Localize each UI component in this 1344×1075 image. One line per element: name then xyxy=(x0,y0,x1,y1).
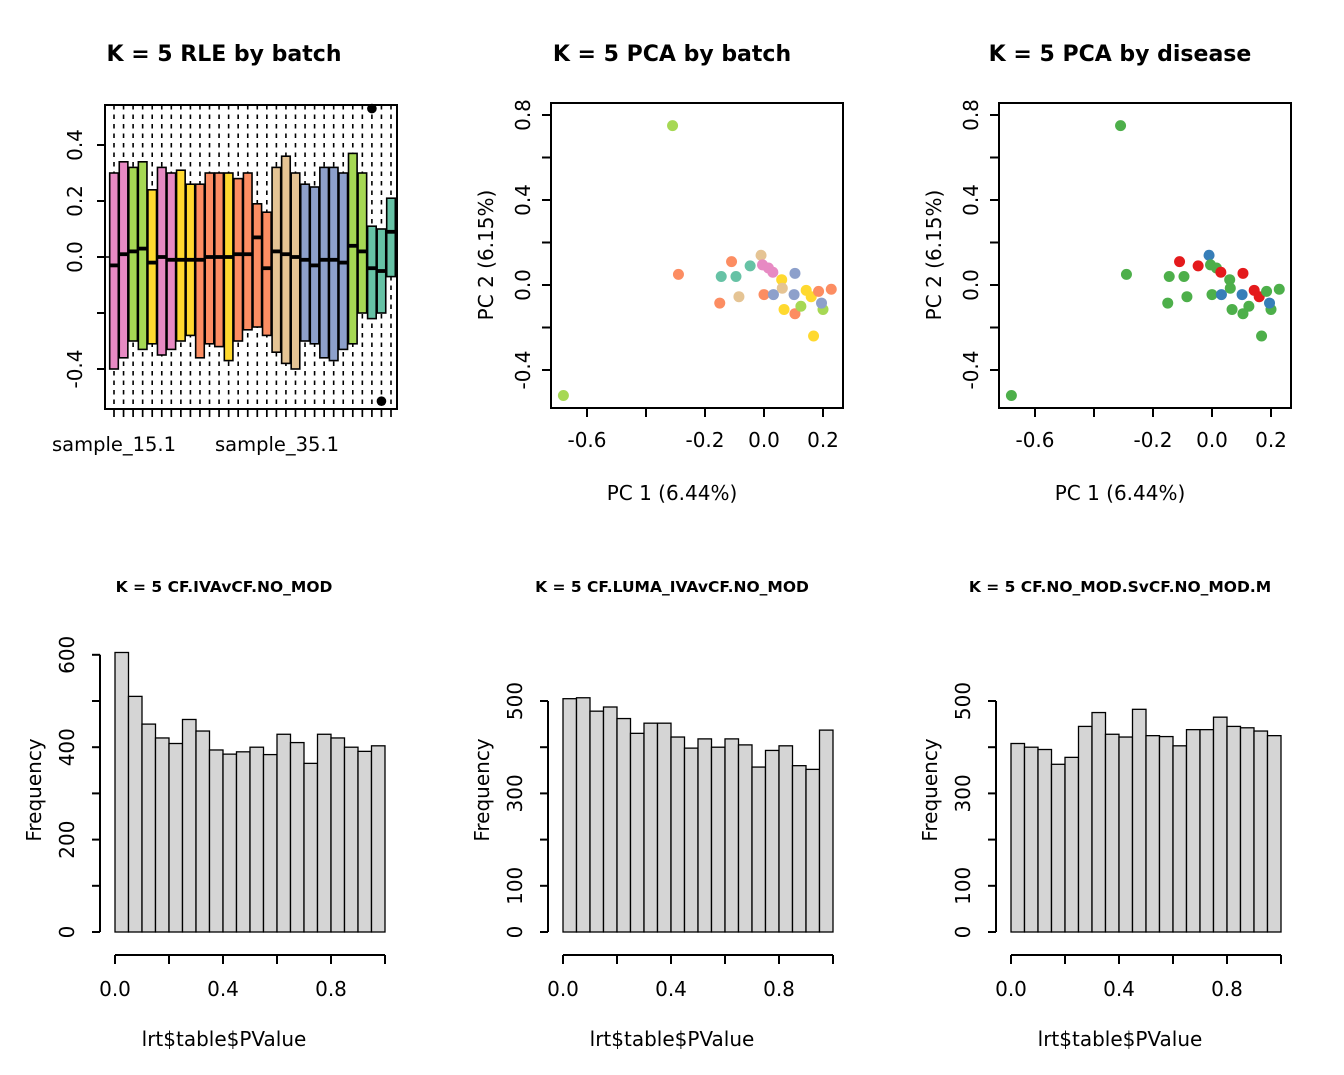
rle-median xyxy=(224,255,233,259)
histogram-bar xyxy=(277,734,291,932)
histogram-bar xyxy=(115,652,129,932)
pca-point xyxy=(1115,120,1126,131)
hist3-plot xyxy=(896,538,1344,1075)
y-tick-label: 0.0 xyxy=(511,269,535,301)
pca-disease-panel xyxy=(896,0,1344,538)
rle-box xyxy=(196,184,205,358)
histogram-bar xyxy=(712,747,726,932)
histogram-bar xyxy=(156,738,170,932)
histogram-bar xyxy=(1052,764,1066,932)
x-tick-label: 0.8 xyxy=(315,977,347,1001)
hist3-ylabel: Frequency xyxy=(918,738,942,842)
rle-box xyxy=(253,204,262,327)
y-tick-label: 500 xyxy=(503,681,527,721)
rle-box xyxy=(243,173,252,330)
pca-point xyxy=(789,289,800,300)
pca-point xyxy=(1181,291,1192,302)
pca-point xyxy=(816,298,827,309)
x-tick-label: 0.2 xyxy=(1255,428,1287,452)
x-tick-label: 0.4 xyxy=(655,977,687,1001)
rle-box xyxy=(148,190,157,344)
histogram-bar xyxy=(169,744,183,932)
pca-point xyxy=(1274,284,1285,295)
pca-point xyxy=(1264,298,1275,309)
pca-point xyxy=(767,267,778,278)
rle-plot xyxy=(0,0,448,538)
y-tick-label: 0 xyxy=(503,925,527,939)
rle-title: K = 5 RLE by batch xyxy=(106,42,342,67)
rle-median xyxy=(196,258,205,262)
histogram-bar xyxy=(331,738,345,932)
pca-point xyxy=(826,284,837,295)
rle-median xyxy=(186,258,195,262)
histogram-bar xyxy=(1227,726,1241,932)
y-tick-label: 0.0 xyxy=(959,269,983,301)
histogram-bar xyxy=(183,719,197,932)
rle-outlier-point xyxy=(377,396,387,406)
y-tick-label: 300 xyxy=(503,774,527,813)
histogram-bar xyxy=(577,698,591,932)
rle-median xyxy=(148,261,157,265)
pca-point xyxy=(1261,286,1272,297)
histogram-bar xyxy=(264,755,278,932)
pca-point xyxy=(759,289,770,300)
pca-point xyxy=(1237,289,1248,300)
rle-box xyxy=(129,167,138,341)
pca-disease-plot xyxy=(896,0,1344,538)
pca-point xyxy=(726,256,737,267)
x-tick-label: 0.0 xyxy=(1196,428,1228,452)
hist2-title: K = 5 CF.LUMA_IVAvCF.NO_MOD xyxy=(535,578,809,596)
rle-median xyxy=(272,250,281,254)
rle-median xyxy=(110,264,119,268)
histogram-bar xyxy=(698,739,712,932)
rle-box xyxy=(368,226,377,318)
y-tick-label: 0 xyxy=(951,925,975,939)
hist3-title: K = 5 CF.NO_MOD.SvCF.NO_MOD.M xyxy=(968,578,1272,596)
rle-box xyxy=(157,167,166,355)
x-tick-label: -0.6 xyxy=(567,428,607,452)
hist1-plot xyxy=(0,538,448,1075)
pca-batch-title: K = 5 PCA by batch xyxy=(552,42,792,67)
pca-point xyxy=(1243,301,1254,312)
histogram-bar xyxy=(1106,734,1120,932)
histogram-bar xyxy=(1133,709,1147,932)
rle-median xyxy=(157,255,166,259)
rle-median xyxy=(138,247,147,251)
histogram-bar xyxy=(237,752,251,932)
rle-median xyxy=(205,255,214,259)
pca-point xyxy=(1121,269,1132,280)
rle-box xyxy=(215,173,224,347)
hist3-panel xyxy=(896,538,1344,1075)
histogram-bar xyxy=(644,723,658,932)
rle-box xyxy=(387,198,396,276)
pca-disease-xlabel: PC 1 (6.44%) xyxy=(1054,481,1186,505)
histogram-bar xyxy=(1079,726,1093,932)
rle-box xyxy=(291,173,300,369)
rle-box xyxy=(138,162,147,350)
rle-median xyxy=(177,258,186,262)
histogram-bar xyxy=(196,731,210,932)
pca-point xyxy=(777,283,788,294)
rle-median xyxy=(167,258,176,262)
rle-median xyxy=(348,244,357,248)
rle-median xyxy=(215,255,224,259)
rle-x-tick-label-1: sample_15.1 xyxy=(51,433,177,456)
histogram-bar xyxy=(671,737,685,932)
pca-point xyxy=(1178,271,1189,282)
histogram-bar xyxy=(1065,757,1079,932)
rle-median xyxy=(234,252,243,256)
x-tick-label: 0.0 xyxy=(547,977,579,1001)
pca-point xyxy=(779,304,790,315)
rle-box xyxy=(119,162,128,358)
pca-point xyxy=(808,331,819,342)
pca-batch-xlabel: PC 1 (6.44%) xyxy=(606,481,738,505)
y-tick-label: 600 xyxy=(55,635,79,674)
histogram-bar xyxy=(223,754,237,932)
rle-x-tick-label-2: sample_35.1 xyxy=(214,433,340,456)
histogram-bar xyxy=(1200,730,1214,932)
pca-point xyxy=(1164,271,1175,282)
histogram-bar xyxy=(590,711,604,932)
histogram-bar xyxy=(372,746,386,932)
y-tick-label: 300 xyxy=(951,774,975,813)
histogram-bar xyxy=(304,763,318,932)
y-tick-label: 0.2 xyxy=(63,185,87,217)
y-tick-label: 0.0 xyxy=(63,241,87,273)
plot-border xyxy=(551,103,843,408)
pca-point xyxy=(558,390,569,401)
hist3-xlabel: lrt$table$PValue xyxy=(1037,1027,1203,1051)
histogram-bar xyxy=(291,743,305,932)
rle-median xyxy=(368,266,377,270)
histogram-bar xyxy=(1119,737,1133,932)
rle-median xyxy=(291,255,300,259)
rle-box xyxy=(358,173,367,313)
y-tick-label: -0.4 xyxy=(511,350,535,390)
histogram-bar xyxy=(752,767,766,932)
pca-batch-panel xyxy=(448,0,896,538)
pca-point xyxy=(1225,283,1236,294)
rle-median xyxy=(339,261,348,265)
rle-median xyxy=(301,258,310,262)
histogram-bar xyxy=(1214,717,1228,932)
pca-point xyxy=(1216,289,1227,300)
rle-box xyxy=(320,167,329,357)
pca-point xyxy=(789,268,800,279)
hist1-xlabel: lrt$table$PValue xyxy=(141,1027,307,1051)
hist2-xlabel: lrt$table$PValue xyxy=(589,1027,755,1051)
pca-point xyxy=(745,260,756,271)
x-tick-label: 0.0 xyxy=(99,977,131,1001)
pca-point xyxy=(716,271,727,282)
pca-point xyxy=(813,286,824,297)
pca-point xyxy=(795,301,806,312)
histogram-bar xyxy=(820,730,834,932)
rle-median xyxy=(263,266,272,270)
histogram-bar xyxy=(1268,736,1282,932)
rle-box xyxy=(224,173,233,361)
histogram-bar xyxy=(250,747,264,932)
y-tick-label: 200 xyxy=(55,820,79,859)
hist1-panel xyxy=(0,538,448,1075)
histogram-bar xyxy=(1187,730,1201,932)
rle-median xyxy=(282,252,291,256)
histogram-bar xyxy=(617,719,631,932)
y-tick-label: -0.4 xyxy=(959,350,983,390)
histogram-bar xyxy=(631,733,645,932)
pca-point xyxy=(1162,298,1173,309)
y-tick-label: 0.4 xyxy=(959,184,983,216)
pca-point xyxy=(1193,260,1204,271)
rle-median xyxy=(119,252,128,256)
hist2-panel xyxy=(448,538,896,1075)
histogram-bar xyxy=(725,739,739,932)
histogram-bar xyxy=(739,745,753,932)
pca-point xyxy=(768,289,779,300)
pca-point xyxy=(1237,268,1248,279)
y-tick-label: 400 xyxy=(55,728,79,767)
histogram-bar xyxy=(779,746,793,932)
hist1-title: K = 5 CF.IVAvCF.NO_MOD xyxy=(115,578,333,596)
pca-point xyxy=(1215,267,1226,278)
x-tick-label: 0.0 xyxy=(748,428,780,452)
x-tick-label: -0.2 xyxy=(685,428,725,452)
hist2-plot xyxy=(448,538,896,1075)
x-tick-label: -0.2 xyxy=(1133,428,1173,452)
pca-point xyxy=(714,298,725,309)
rle-median xyxy=(358,250,367,254)
pca-disease-title: K = 5 PCA by disease xyxy=(988,42,1252,67)
pca-point xyxy=(1204,250,1215,261)
rle-plot-panel xyxy=(0,0,448,538)
pca-point xyxy=(733,291,744,302)
y-tick-label: 0.8 xyxy=(959,99,983,131)
histogram-bar xyxy=(1025,747,1039,932)
x-tick-label: -0.6 xyxy=(1015,428,1055,452)
plot-border xyxy=(999,103,1291,408)
histogram-bar xyxy=(318,734,332,932)
pca-point xyxy=(1227,304,1238,315)
y-tick-label: 100 xyxy=(951,866,975,905)
rle-median xyxy=(310,264,319,268)
histogram-bar xyxy=(793,766,807,932)
rle-median xyxy=(377,269,386,273)
pca-point xyxy=(756,250,767,261)
histogram-bar xyxy=(129,696,143,932)
y-tick-label: 0 xyxy=(55,925,79,939)
rle-box xyxy=(282,156,291,363)
rle-box xyxy=(329,167,338,360)
histogram-bar xyxy=(1160,737,1174,932)
y-tick-label: 100 xyxy=(503,866,527,905)
histogram-bar xyxy=(210,750,224,932)
histogram-bar xyxy=(1092,713,1106,932)
rle-box xyxy=(263,212,272,335)
histogram-bar xyxy=(563,699,577,932)
pca-disease-ylabel: PC 2 (6.15%) xyxy=(922,189,946,321)
rle-median xyxy=(320,258,329,262)
histogram-bar xyxy=(1146,736,1160,932)
hist2-ylabel: Frequency xyxy=(470,738,494,842)
pca-point xyxy=(673,269,684,280)
pca-batch-plot xyxy=(448,0,896,538)
y-tick-label: 0.4 xyxy=(511,184,535,216)
histogram-bar xyxy=(345,747,359,932)
rle-median xyxy=(253,236,262,240)
pca-point xyxy=(1207,289,1218,300)
y-tick-label: 0.4 xyxy=(63,129,87,161)
histogram-bar xyxy=(358,751,372,932)
rle-median xyxy=(329,258,338,262)
pca-point xyxy=(1006,390,1017,401)
rle-box xyxy=(272,167,281,352)
x-tick-label: 0.0 xyxy=(995,977,1027,1001)
pca-point xyxy=(730,271,741,282)
rle-box xyxy=(301,184,310,341)
histogram-bar xyxy=(1173,746,1187,932)
x-tick-label: 0.4 xyxy=(207,977,239,1001)
rle-box xyxy=(177,170,186,341)
x-tick-label: 0.8 xyxy=(1211,977,1243,1001)
rle-median xyxy=(129,250,138,254)
y-tick-label: 500 xyxy=(951,681,975,721)
histogram-bar xyxy=(806,769,820,932)
y-tick-label: 0.8 xyxy=(511,99,535,131)
pca-point xyxy=(667,120,678,131)
pca-point xyxy=(1256,331,1267,342)
histogram-bar xyxy=(1011,744,1025,932)
histogram-bar xyxy=(142,724,156,932)
rle-box xyxy=(110,173,119,369)
histogram-bar xyxy=(1241,728,1255,932)
histogram-bar xyxy=(1038,750,1052,932)
histogram-bar xyxy=(1254,731,1268,932)
rle-box xyxy=(234,179,243,341)
histogram-bar xyxy=(685,748,699,932)
rle-box xyxy=(348,153,357,343)
pca-batch-ylabel: PC 2 (6.15%) xyxy=(474,189,498,321)
pca-point xyxy=(1174,256,1185,267)
rle-median xyxy=(243,252,252,256)
histogram-bar xyxy=(766,750,780,932)
y-tick-label: -0.4 xyxy=(63,349,87,389)
rle-median xyxy=(387,230,396,234)
x-tick-label: 0.8 xyxy=(763,977,795,1001)
histogram-bar xyxy=(604,707,618,932)
hist1-ylabel: Frequency xyxy=(22,738,46,842)
x-tick-label: 0.2 xyxy=(807,428,839,452)
x-tick-label: 0.4 xyxy=(1103,977,1135,1001)
histogram-bar xyxy=(658,723,672,932)
